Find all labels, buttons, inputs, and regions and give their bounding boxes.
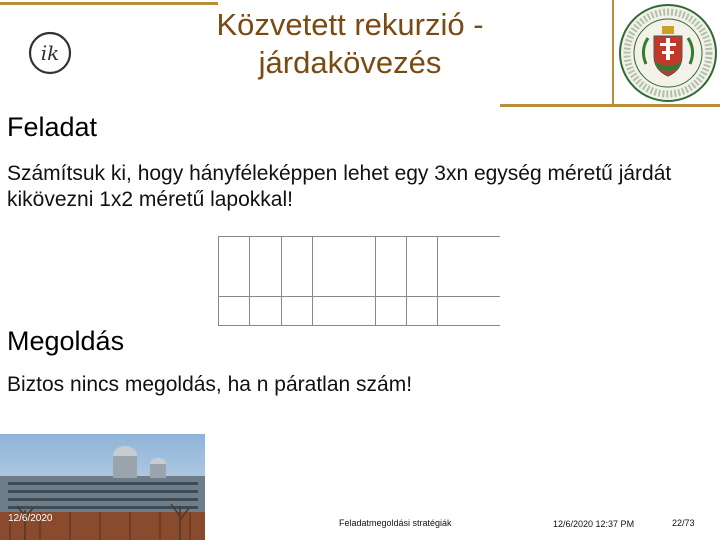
footer-date: 12/6/2020 xyxy=(8,513,53,524)
top-left-accent-bar xyxy=(0,2,218,5)
task-heading: Feladat xyxy=(7,112,98,142)
task-text: Számítsuk ki, hogy hányféleképpen lehet egy 3xn egység méretű járdát kikövezni 1x2 méretű lapokkal! xyxy=(7,162,672,211)
university-seal-icon xyxy=(616,2,720,104)
footer-timestamp: 12/6/2020 12:37 PM xyxy=(553,519,635,529)
slide-title xyxy=(150,6,550,82)
footer-title: Feladatmegoldási stratégiák xyxy=(339,518,452,528)
solution-text: Biztos nincs megoldás, ha n páratlan szám! xyxy=(7,373,413,396)
svg-text:ik: ik xyxy=(40,41,60,65)
tiling-grid xyxy=(218,236,500,326)
page-number: 22/73 xyxy=(672,518,695,528)
seal-divider xyxy=(612,0,614,104)
ik-logo-icon xyxy=(27,30,73,76)
top-right-accent-bar xyxy=(500,104,720,107)
slide-title-line2: járdakövezés xyxy=(258,45,442,80)
slide-title-line1: Közvetett rekurzió - xyxy=(216,7,484,42)
solution-heading: Megoldás xyxy=(7,326,125,356)
building-photo xyxy=(0,434,205,540)
